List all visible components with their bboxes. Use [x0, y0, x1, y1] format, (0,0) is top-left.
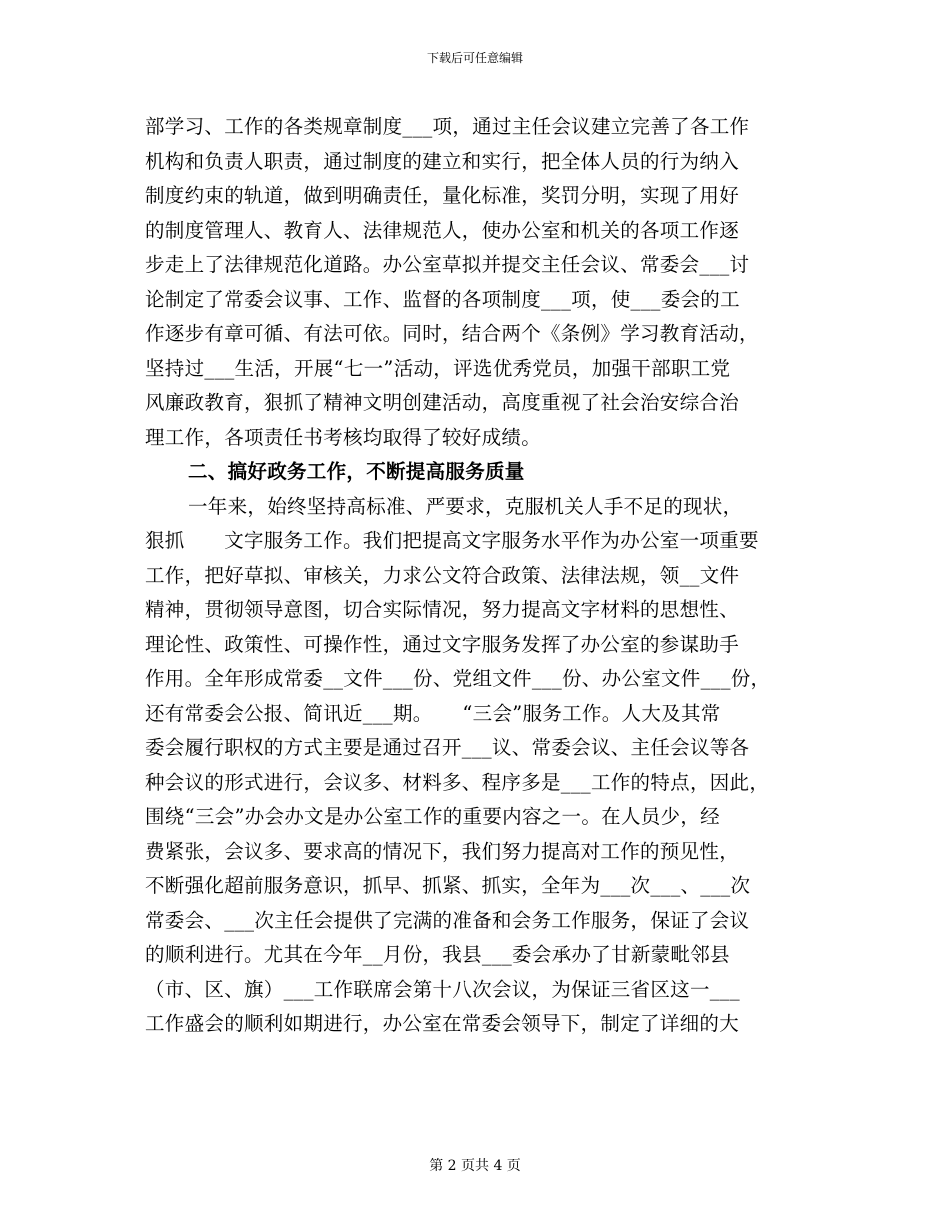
section-heading: 二、搞好政务工作，不断提高服务质量 — [188, 460, 525, 483]
body-line: 一年来，始终坚持高标准、严要求，克服机关人手不足的现状， — [188, 494, 743, 518]
body-line: 制度约束的轨道，做到明确责任，量化标准，奖罚分明，实现了用好 — [145, 184, 740, 207]
body-line: 理工作，各项责任书考核均取得了较好成绩。 — [145, 425, 542, 449]
body-line: 理论性、政策性、可操作性，通过文字服务发挥了办公室的参谋助手 — [145, 632, 740, 656]
body-line: 的制度管理人、教育人、法律规范人，使办公室和机关的各项工作逐 — [145, 218, 740, 242]
body-line: 委会履行职权的方式主要是通过召开___议、常委会议、主任会议等各 — [145, 736, 750, 759]
page-footer: 第 2 页共 4 页 — [429, 1158, 521, 1174]
body-line: 种会议的形式进行，会议多、材料多、程序多是___工作的特点，因此， — [145, 770, 770, 794]
body-line: 作逐步有章可循、有法可依。同时，结合两个《条例》学习教育活动， — [145, 322, 759, 345]
document-body — [145, 110, 825, 1042]
body-line: 论制定了常委会议事、工作、监督的各项制度___项，使___委会的工 — [145, 287, 740, 311]
body-line: 还有常委会公报、简讯近___期。 “三会”服务工作。人大及其常 — [145, 701, 721, 725]
body-line: 部学习、工作的各类规章制度___项，通过主任会议建立完善了各工作 — [145, 115, 750, 138]
body-line: 坚持过___生活，开展“七一”活动，评选优秀党员，加强干部职工党 — [145, 356, 731, 380]
body-line: 狠抓 文字服务工作。我们把提高文字服务水平作为办公室一项重要 — [145, 529, 759, 552]
body-line: （市、区、旗）___工作联席会第十八次会议，为保证三省区这一___ — [145, 977, 740, 1001]
body-line: 精神，贯彻领导意图，切合实际情况，努力提高文字材料的思想性、 — [145, 598, 740, 621]
body-line: 步走上了法律规范化道路。办公室草拟并提交主任会议、常委会___讨 — [145, 253, 750, 276]
body-line: 机构和负责人职责，通过制度的建立和实行，把全体人员的行为纳入 — [145, 149, 740, 173]
body-line: 费紧张，会议多、要求高的情况下，我们努力提高对工作的预见性， — [145, 839, 740, 863]
page-header: 下载后可任意编辑 — [426, 51, 523, 65]
body-line: 作用。全年形成常委__文件___份、党组文件___份、办公室文件___份， — [145, 667, 771, 690]
body-line: 工作，把好草拟、审核关，力求公文符合政策、法律法规，领__文件 — [145, 563, 740, 587]
body-line: 不断强化超前服务意识，抓早、抓紧、抓实，全年为___次___、___次 — [145, 874, 751, 897]
body-line: 风廉政教育，狠抓了精神文明创建活动，高度重视了社会治安综合治 — [145, 391, 740, 414]
body-line: 围绕“三会”办会办文是办公室工作的重要内容之一。在人员少，经 — [145, 805, 720, 828]
body-line: 的顺利进行。尤其在今年__月份，我县___委会承办了甘新蒙毗邻县 — [145, 943, 730, 966]
body-line: 常委会、___次主任会提供了完满的准备和会务工作服务，保证了会议 — [145, 908, 750, 932]
body-line: 工作盛会的顺利如期进行，办公室在常委会领导下，制定了详细的大 — [145, 1012, 740, 1035]
